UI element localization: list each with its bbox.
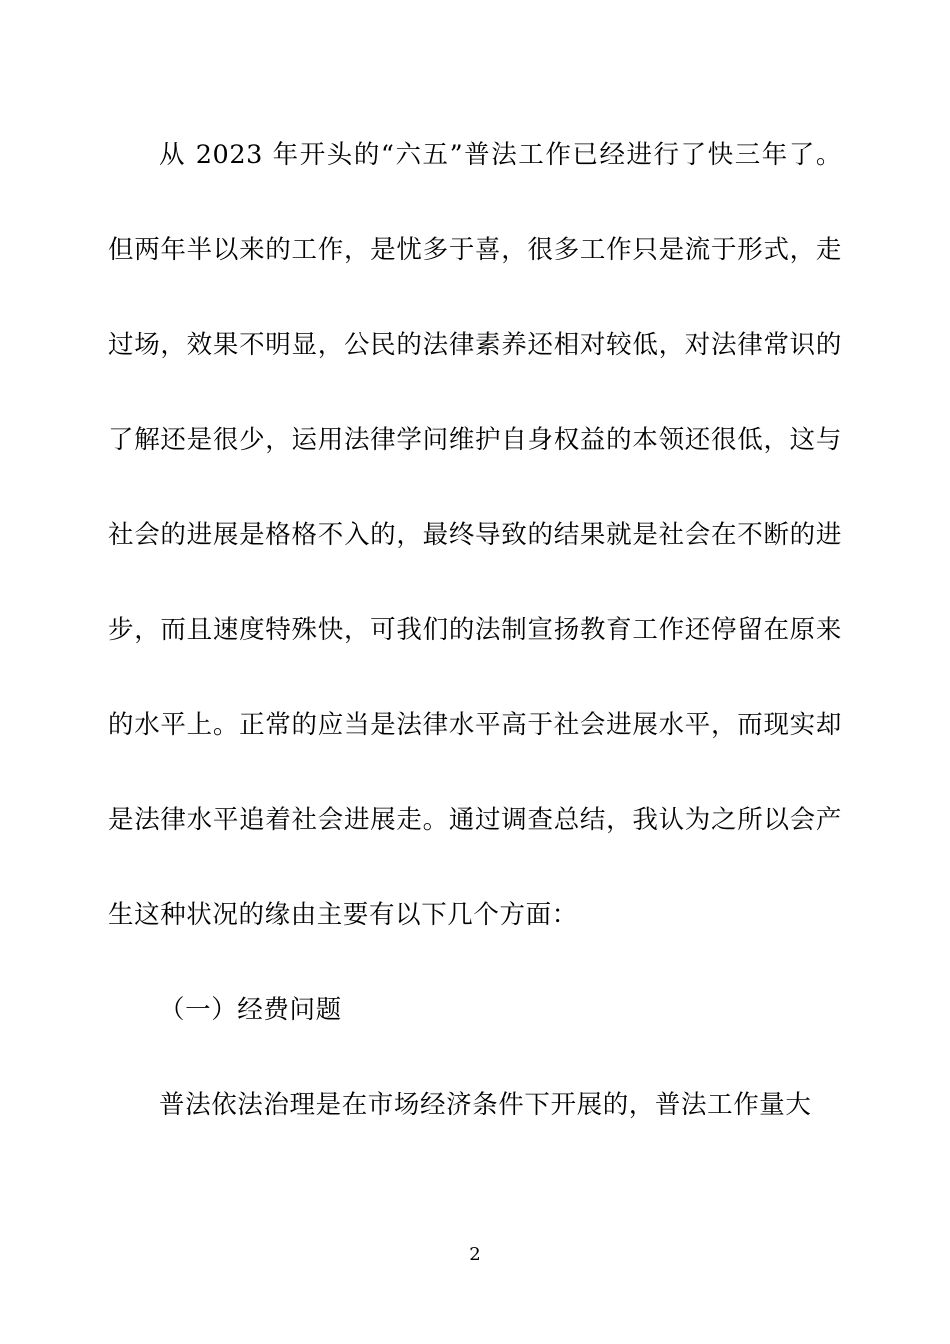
page-number: 2 bbox=[469, 1244, 481, 1265]
paragraph-2-heading: （一）经费问题 bbox=[159, 995, 342, 1025]
paragraph-3: 普法依法治理是在市场经济条件下开展的，普法工作量大 bbox=[159, 1090, 812, 1120]
paragraph-1: 从 2023 年开头的“六五”普法工作已经进行了快三年了。但两年半以来的工作，是忧多于喜，很多工作只是流于形式，走过场，效果不明显，公民的法律素养还相对较低，对法律常识的了解还是很少，运用法律学问维护自身权益的本领还很低，这与社会的进展是格格不入的，最终导致的结果就是社会在不断的进步，而且速度特殊快，可我们的法制宣扬教育工作还停留在原来的水平上。正常的应当是法律水平高于社会进展水平，而现实却是法律水平追着社会进展走。通过调查总结，我认为之所以会产生这种状况的缘由主要有以下几个方面： bbox=[108, 140, 842, 930]
document-body bbox=[108, 108, 842, 1153]
